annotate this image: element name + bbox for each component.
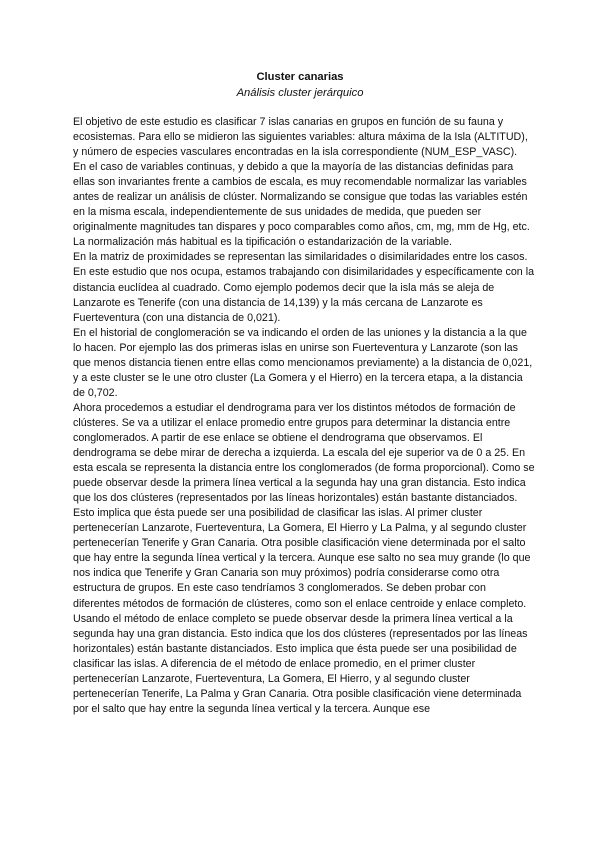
paragraph-normalization: En el caso de variables continuas, y debido a que la mayoría de las distancias definidas para ellas son invariantes frente a cambios de escala, es muy recomendable normalizar las variables antes de realizar un análisis de clúster. Normalizando se consigue que todas las variables estén en la misma escala, independientemente de sus unidades de medida, que pueden ser originalmente magnitudes tan dispares y poco comparables como años, cm, mg, mm de Hg, etc. La normalización más habitual es la tipificación o estandarización de la variable. [73, 161, 530, 249]
document-body [73, 115, 535, 717]
paragraph-dendrogram-average-linkage: Ahora procedemos a estudiar el dendrograma para ver los distintos métodos de formación de clústeres. Se va a utilizar el enlace promedio entre grupos para determinar la distancia entre conglomerados. A partir de ese enlace se obtiene el dendrograma que observamos. El dendrograma se debe mirar de derecha a izquierda. La escala del eje superior va de 0 a 25. En esta escala se representa la distancia entre los conglomerados (de forma proporcional). Como se puede observar desde la primera línea vertical a la segunda hay una gran distancia. Esto indica que los dos clústeres (representados por las líneas horizontales) están bastante distanciados. Esto implica que ésta puede ser una posibilidad de clasificar las islas. Al primer cluster pertenecerían Lanzarote, Fuerteventura, La Gomera, El Hierro y La Palma, y al segundo cluster pertenecerían Tenerife y Gran Canaria. Otra posible clasificación viene determinada por el salto que hay entre la segunda línea vertical y la tercera. Aunque ese salto no sea muy grande (lo que nos indica que Tenerife y Gran Canaria son muy próximos) podría considerarse como otra estructura de grupos. En este caso tendríamos 3 conglomerados. Se deben probar con diferentes métodos de formación de clústeres, como son el enlace centroide y enlace completo. [73, 401, 535, 610]
paragraph-proximity-matrix: En la matriz de proximidades se representan las similaridades o disimilaridades entre los casos. En este estudio que nos ocupa, estamos trabajando con disimilaridades y específicamente con la distancia euclídea al cuadrado. Como ejemplo podemos decir que la isla más se aleja de Lanzarote es Tenerife (con una distancia de 14,139) y la más cercana de Lanzarote es Fuerteventura (con una distancia de 0,021). [73, 251, 535, 324]
paragraph-agglomeration-history: En el historial de conglomeración se va indicando el orden de las uniones y la distancia a la que lo hacen. Por ejemplo las dos primeras islas en unirse son Fuerteventura y Lanzarote (son las que menos distancia tienen entre ellas como mencionamos previamente) a la distancia de 0,021, y a este cluster se le une otro cluster (La Gomera y el Hierro) en la tercera etapa, a la distancia de 0,702. [73, 326, 533, 399]
paragraph-objective: El objetivo de este estudio es clasificar 7 islas canarias en grupos en función de su fauna y ecosistemas. Para ello se midieron las siguientes variables: altura máxima de la Isla (ALTITUD), y número de especies vasculares encontradas en la isla correspondiente (NUM_ESP_VASC). [73, 116, 528, 159]
document-subtitle: Análisis cluster jerárquico [236, 87, 364, 99]
document-title: Cluster canarias [256, 71, 344, 83]
paragraph-complete-linkage: Usando el método de enlace completo se puede observar desde la primera línea vertical a la segunda hay una gran distancia. Esto indica que los dos clústeres (representados por las líneas horizontales) están bastante distanciados. Esto implica que ésta puede ser una posibilidad de clasificar las islas. A diferencia de el método de enlace promedio, en el primer cluster pertenecerían Lanzarote, Fuerteventura, La Gomera, El Hierro, y al segundo cluster pertenecerían Tenerife, La Palma y Gran Canaria. Otra posible clasificación viene determinada por el salto que hay entre la segunda línea vertical y la tercera. Aunque ese [73, 612, 528, 715]
